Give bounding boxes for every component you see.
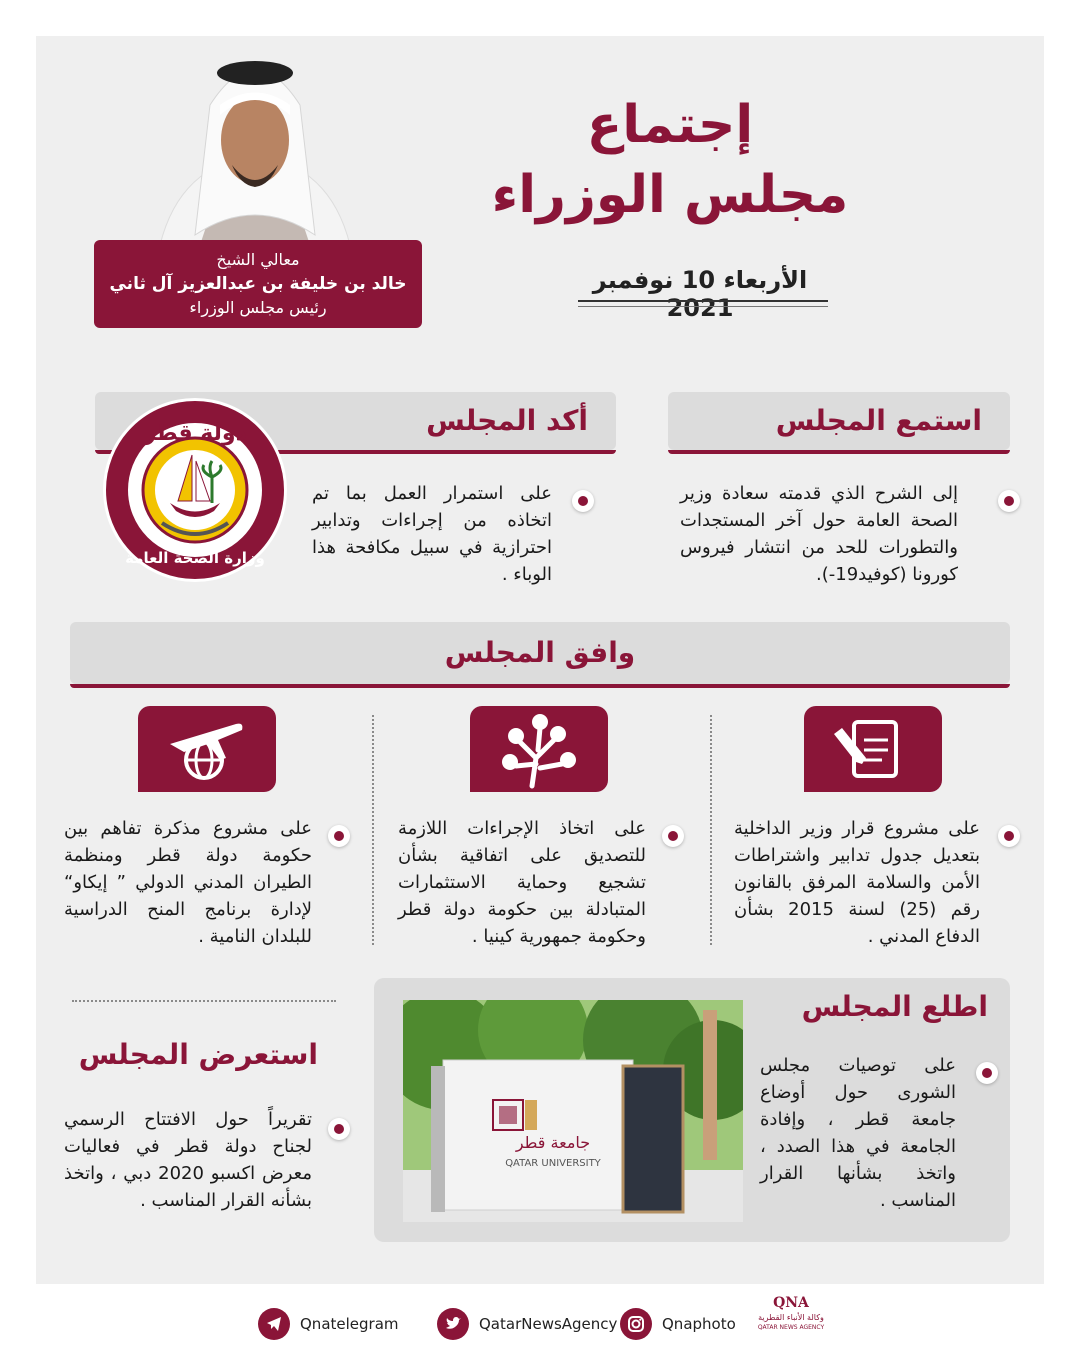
section-affirmed-title: أكد المجلس xyxy=(95,392,616,450)
section-presented-title: استعرض المجلس xyxy=(78,1038,318,1071)
section-reviewed-text: على توصيات مجلس الشورى حول أوضاع جامعة قطر ، وإفادة الجامعة في هذا الصدد ، واتخذ بشأنها القرار المناسب . xyxy=(760,1055,956,1211)
document-pen-icon xyxy=(804,706,942,792)
section-approved-title: وافق المجلس xyxy=(70,622,1010,684)
instagram-icon xyxy=(620,1308,652,1340)
person-honorific: معالي الشيخ xyxy=(216,250,300,269)
qna-logo xyxy=(756,1294,826,1346)
person-card xyxy=(94,240,422,328)
page-title-line2: مجلس الوزراء xyxy=(491,165,849,225)
section-affirmed-text: على استمرار العمل بما تم اتخاذه من إجراءات وتدابير احترازية في سبيل مكافحة هذا الوباء . xyxy=(312,483,552,585)
approved-item-3-text: على مشروع مذكرة تفاهم بين حكومة دولة قطر ومنظمة الطيران المدني الدولي ” إيكاو“ لإدارة برنامج المنح الدراسية للبلدان النامية . xyxy=(64,818,312,947)
footer-telegram-label: Qnatelegram xyxy=(300,1315,399,1333)
person-role: رئيس مجلس الوزراء xyxy=(189,298,327,317)
approved-item-1-iconbox xyxy=(804,706,942,792)
footer-instagram[interactable] xyxy=(620,1304,736,1344)
university-sign-en: QATAR UNIVERSITY xyxy=(505,1158,601,1169)
logo-bottom-text: وزارة الصحة العامة xyxy=(125,549,265,567)
approved-item-2-iconbox xyxy=(470,706,608,792)
person-name: خالد بن خليفة بن عبدالعزيز آل ثاني xyxy=(109,274,407,294)
footer-twitter[interactable] xyxy=(437,1304,617,1344)
approved-item-3-iconbox xyxy=(138,706,276,792)
approved-item-2-text: على اتخاذ الإجراءات اللازمة للتصديق على اتفاقية بشأن تشجيع وحماية الاستثمارات المتبادلة بين حكومة دولة قطر وحكومة جمهورية كينيا . xyxy=(398,818,646,947)
ministry-logo xyxy=(100,395,290,585)
date-underline-thin xyxy=(578,306,828,307)
bullet-icon xyxy=(998,490,1020,512)
telegram-icon xyxy=(258,1308,290,1340)
column-divider xyxy=(710,715,712,945)
section-divider xyxy=(72,1000,336,1002)
meeting-date: الأربعاء 10 نوفمبر 2021 xyxy=(592,266,808,322)
column-divider xyxy=(372,715,374,945)
bullet-icon xyxy=(572,490,594,512)
date-underline xyxy=(578,300,828,302)
university-photo xyxy=(403,1000,743,1222)
logo-top-text: دولة قطر xyxy=(143,421,247,446)
section-listened-title: استمع المجلس xyxy=(668,392,1010,450)
section-presented-text: تقريراً حول الافتتاح الرسمي لجناح دولة قطر في فعاليات معرض اكسبو 2020 دبي ، واتخذ بشأنه القرار المناسب . xyxy=(64,1109,312,1211)
footer-telegram[interactable] xyxy=(258,1304,399,1344)
section-listened-text: إلى الشرح الذي قدمته سعادة وزير الصحة العامة حول آخر المستجدات والتطورات للحد من انتشار فيروس كورونا (كوفيد19-). xyxy=(680,483,958,585)
footer-twitter-label: QatarNewsAgency xyxy=(479,1315,618,1333)
approved-item-1-text: على مشروع قرار وزير الداخلية بتعديل جدول تدابير واشتراطات الأمن والسلامة المرفق بالقانون رقم (25) لسنة 2015 بشأن الدفاع المدني . xyxy=(734,818,980,947)
bullet-icon xyxy=(328,825,350,847)
bullet-icon xyxy=(998,825,1020,847)
twitter-icon xyxy=(437,1308,469,1340)
university-sign-ar: جامعة قطر xyxy=(515,1133,591,1152)
portrait-image xyxy=(140,45,370,245)
bullet-icon xyxy=(662,825,684,847)
qna-logo-mark: QNA xyxy=(773,1295,809,1311)
plane-globe-icon xyxy=(138,706,276,792)
money-tree-icon xyxy=(470,706,608,792)
footer-instagram-label: Qnaphoto xyxy=(662,1315,736,1333)
bullet-icon xyxy=(328,1118,350,1140)
bullet-icon xyxy=(976,1062,998,1084)
qna-logo-en: QATAR NEWS AGENCY xyxy=(757,1324,825,1331)
page-title-line1: إجتماع xyxy=(586,95,754,155)
qna-logo-ar: وكالة الأنباء القطرية xyxy=(758,1313,824,1322)
section-reviewed-title: اطلع المجلس xyxy=(801,990,988,1023)
